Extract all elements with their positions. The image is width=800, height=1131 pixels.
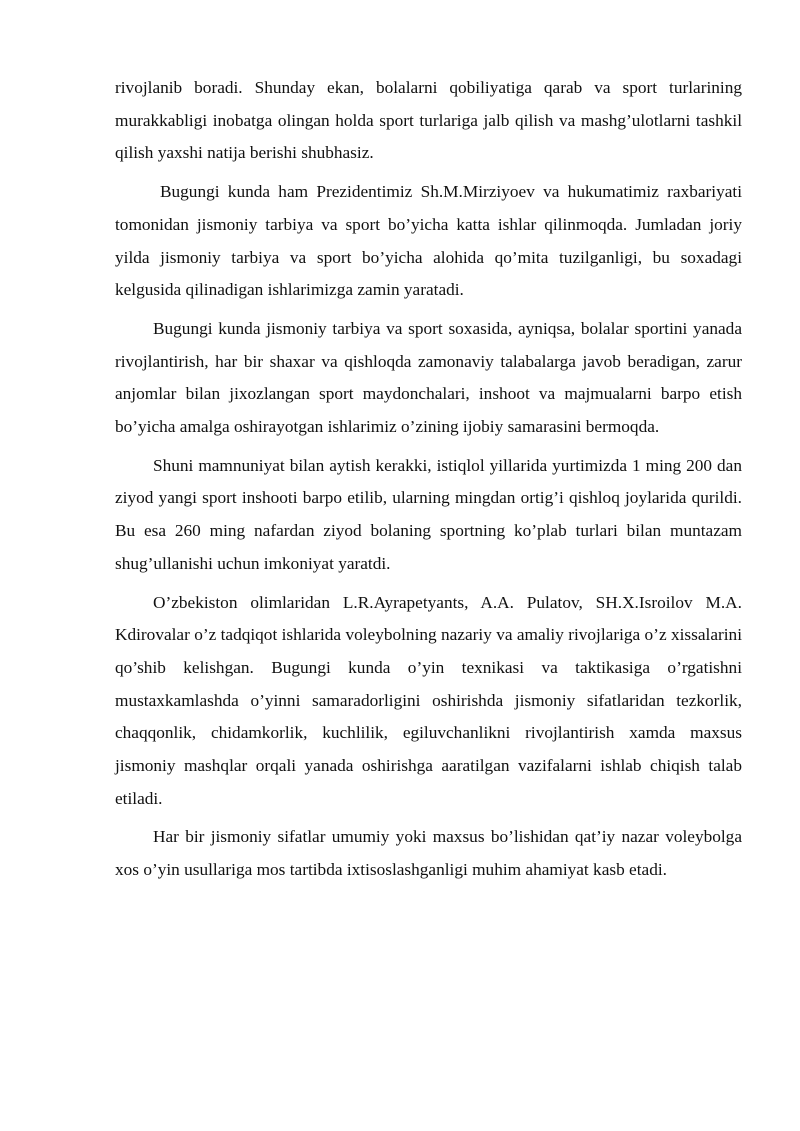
paragraph-continuation: rivojlanib boradi. Shunday ekan, bolalarni qobiliyatiga qarab va sport turlarining murakkabligi inobatga olingan holda sport turlariga jalb qilish va mashg’ulotlarni tashkil qilish yaxshi natija berishi shubhasiz. (115, 78, 742, 163)
paragraph-physical-qualities: Har bir jismoniy sifatlar umumiy yoki maxsus bo’lishidan qat’iy nazar voleybolga xos o’yin usullariga mos tartibda ixtisoslashganligi muhim ahamiyat kasb etadi. (115, 827, 742, 880)
paragraph-president: Bugungi kunda ham Prezidentimiz Sh.M.Mirziyoev va hukumatimiz raxbariyati tomonidan jismoniy tarbiya va sport bo’yicha katta ishlar qilinmoqda. Jumladan joriy yilda jismoniy tarbiya va sport bo’yicha alohida qo’mita tuzilganligi, bu soxadagi kelgusida qilinadigan ishlarimizga zamin yaratadi. (115, 182, 742, 300)
document-page (115, 72, 742, 887)
paragraph-sport-facilities: Shuni mamnuniyat bilan aytish kerakki, istiqlol yillarida yurtimizda 1 ming 200 dan ziyod yangi sport inshooti barpo etilib, ularning mingdan ortig’i qishloq joylarida qurildi. Bu esa 260 ming nafardan ziyod bolaning sportning ko’plab turlari bilan muntazam shug’ullanishi uchun imkoniyat yaratdi. (115, 455, 742, 573)
paragraph-scientists: O’zbekiston olimlaridan L.R.Ayrapetyants, A.A. Pulatov, SH.X.Isroilov M.A. Kdirovalar o’z tadqiqot ishlarida voleybolning nazariy va amaliy rivojlariga o’z xissalarini qo’shib kelishgan. Bugungi kunda o’yin texnikasi va taktikasiga o’rgatishni mustaxkamlashda o’yinni samaradorligini oshirishda jismoniy sifatlaridan tezkorlik, chaqqonlik, chidamkorlik, kuchlilik, egiluvchanlikni rivojlantirish xamda maxsus jismoniy mashqlar orqali yanada oshirishga aaratilgan vazifalarni ishlab chiqish talab etiladi. (115, 592, 742, 808)
paragraph-children-sport: Bugungi kunda jismoniy tarbiya va sport soxasida, ayniqsa, bolalar sportini yanada rivojlantirish, har bir shaxar va qishloqda zamonaviy talabalarga javob beradigan, zarur anjomlar bilan jixozlangan sport maydonchalari, inshoot va majmualarni barpo etish bo’yicha amalga oshirayotgan ishlarimiz o’zining ijobiy samarasini bermoqda. (115, 318, 742, 437)
